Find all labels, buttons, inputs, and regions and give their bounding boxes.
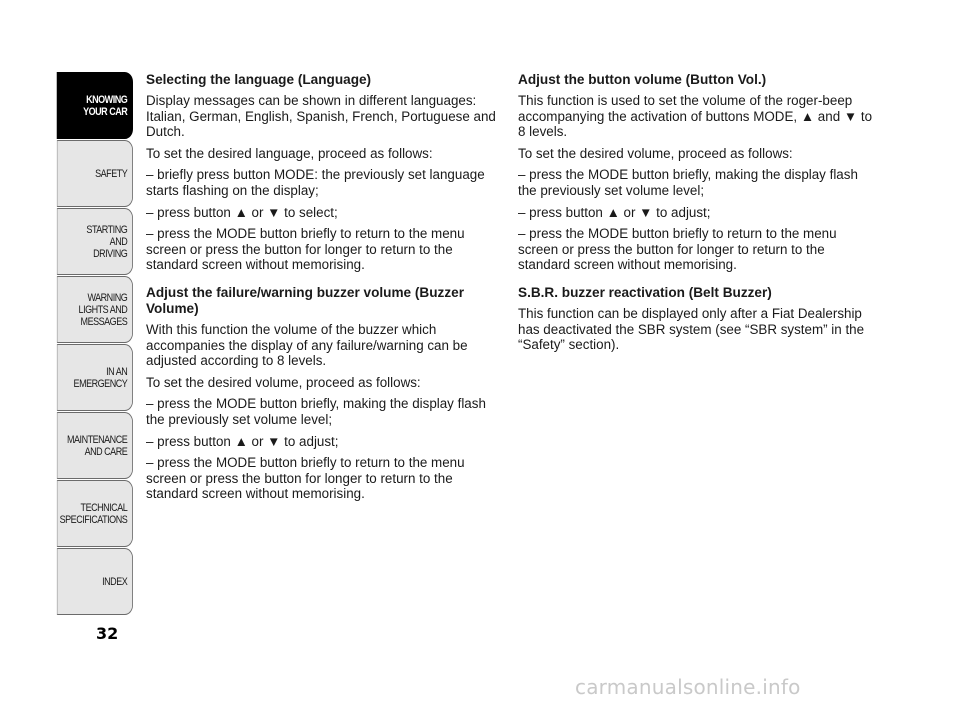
section-title-buzzer-volume: Adjust the failure/warning buzzer volume (Buzzer Volume) — [146, 284, 464, 316]
section-title-belt-buzzer: S.B.R. buzzer reactivation (Belt Buzzer) — [518, 284, 772, 300]
paragraph: – press the MODE button briefly to return to the menu screen or press the button for longer to return to the standard screen without memorising. — [146, 455, 465, 502]
right-column — [518, 72, 874, 359]
tab-warning-lights[interactable]: WARNING LIGHTS AND MESSAGES — [57, 276, 133, 343]
paragraph: This function is used to set the volume of the roger-beep accompanying the activation of buttons MODE, ▲ and ▼ to 8 levels. — [518, 93, 873, 140]
paragraph: Display messages can be shown in different languages: Italian, German, English, Spanish, French, Portuguese and Dutch. — [146, 93, 496, 140]
paragraph: – press the MODE button briefly to return to the menu screen or press the button for longer to return to the standard screen without memorising. — [518, 226, 837, 273]
tab-knowing-your-car[interactable]: KNOWING YOUR CAR — [57, 72, 133, 139]
chapter-tabs — [40, 72, 133, 616]
tab-starting-and-driving[interactable]: STARTING AND DRIVING — [57, 208, 133, 275]
paragraph: – press button ▲ or ▼ to select; — [146, 204, 338, 220]
section-title-language: Selecting the language (Language) — [146, 72, 372, 87]
paragraph: With this function the volume of the buzzer which accompanies the display of any failure/warning can be adjusted according to 8 levels. — [146, 321, 468, 369]
section-title-button-volume: Adjust the button volume (Button Vol.) — [518, 72, 767, 87]
paragraph: To set the desired volume, proceed as follows: — [518, 145, 793, 161]
paragraph: – press the MODE button briefly, making the display flash the previously set volume level; — [146, 396, 486, 427]
paragraph: – briefly press button MODE: the previously set language starts flashing on the display; — [146, 167, 485, 198]
paragraph: To set the desired language, proceed as follows: — [146, 145, 433, 161]
watermark: carmanualsonline.info — [575, 675, 801, 699]
tab-index[interactable]: INDEX — [57, 548, 133, 615]
paragraph: To set the desired volume, proceed as follows: — [146, 374, 421, 390]
paragraph: – press button ▲ or ▼ to adjust; — [146, 433, 339, 449]
page-number: 32 — [96, 624, 119, 643]
paragraph: This function can be displayed only after a Fiat Dealership has deactivated the SBR system (see “SBR system” in the “Safety” section). — [518, 305, 865, 353]
tab-technical-specifications[interactable]: TECHNICAL SPECIFICATIONS — [57, 480, 133, 547]
tab-safety[interactable]: SAFETY — [57, 140, 133, 207]
paragraph: – press the MODE button briefly, making the display flash the previously set volume level; — [518, 167, 858, 198]
paragraph: – press button ▲ or ▼ to adjust; — [518, 204, 711, 220]
tab-emergency[interactable]: IN AN EMERGENCY — [57, 344, 133, 411]
left-column — [146, 72, 502, 508]
paragraph: – press the MODE button briefly to return to the menu screen or press the button for longer to return to the standard screen without memorising. — [146, 226, 465, 273]
tab-maintenance[interactable]: MAINTENANCE AND CARE — [57, 412, 133, 479]
